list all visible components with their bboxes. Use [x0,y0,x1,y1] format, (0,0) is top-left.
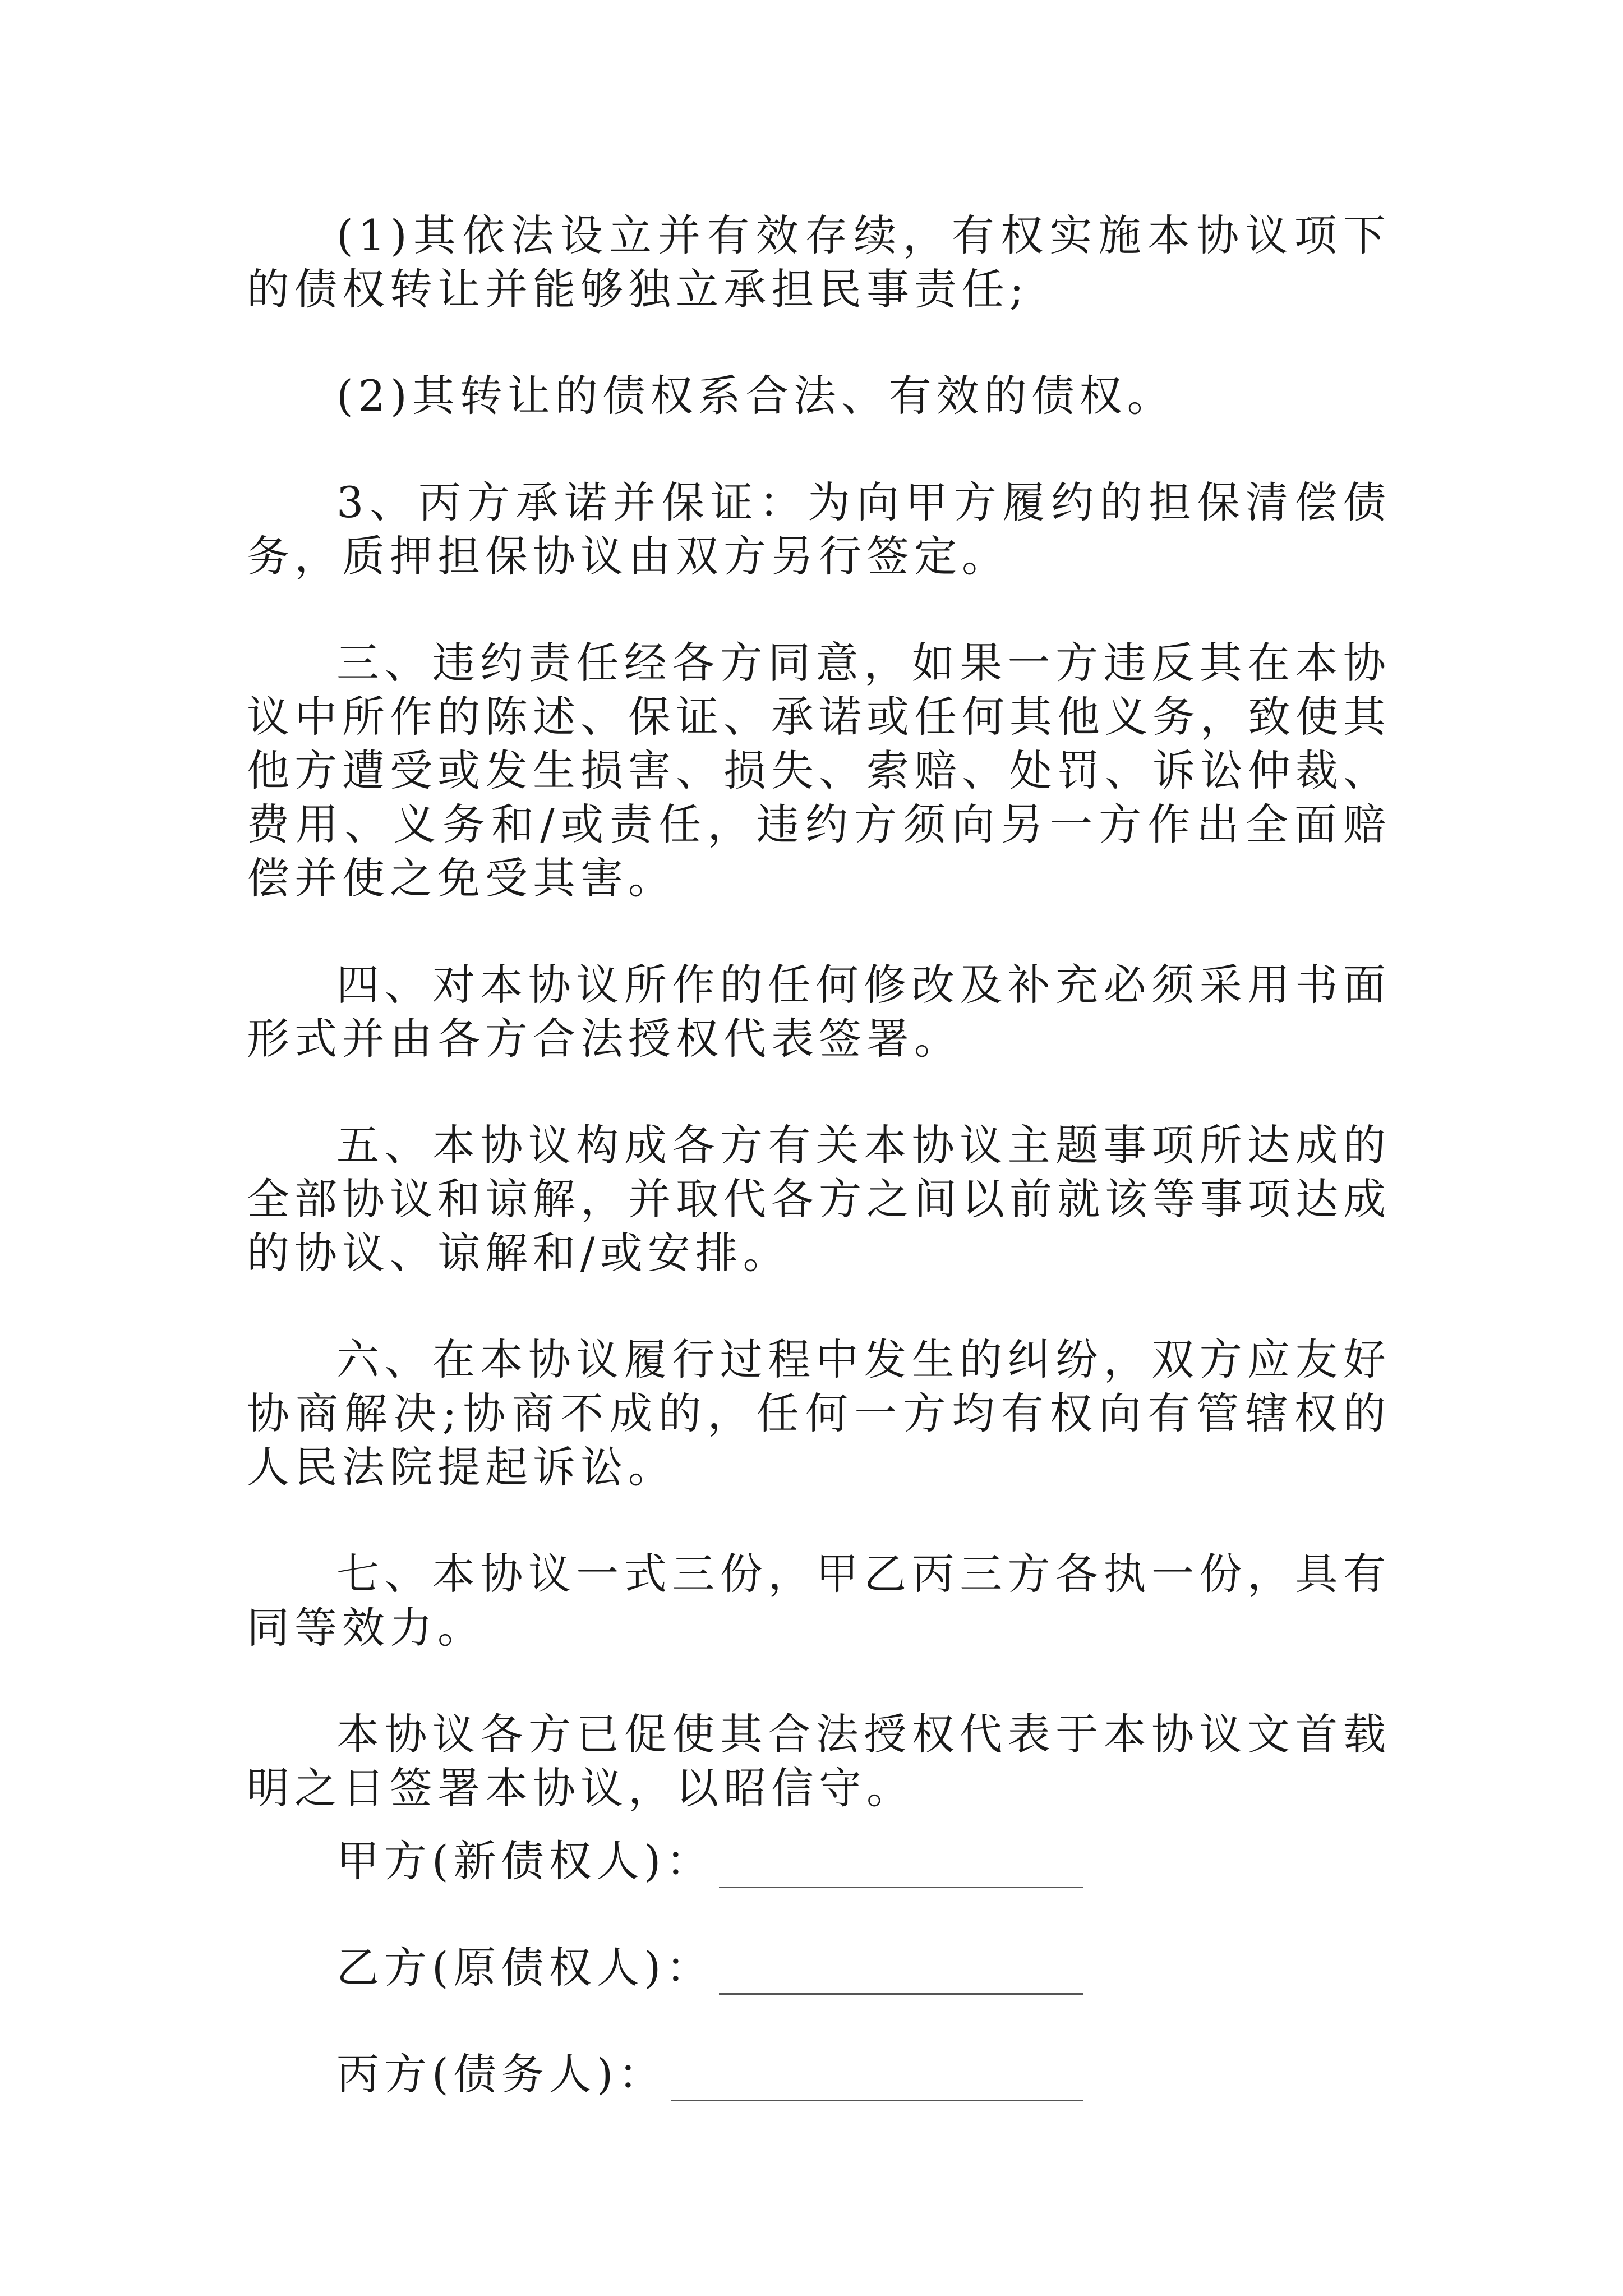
document-body [247,209,1391,1815]
clause-paragraph: 四、对本协议所作的任何修改及补充必须采用书面形式并由各方合法授权代表签署。 [247,960,1391,1064]
signature-label: 甲方(新债权人)： [336,1836,714,1886]
signature-label: 乙方(原债权人)： [336,1943,714,1993]
signature-line-party-a [336,1834,1122,1888]
signature-line-party-c [336,2047,1122,2101]
signature-blank[interactable] [719,1959,1083,1995]
clause-paragraph: (2)其转让的债权系合法、有效的债权。 [336,371,1175,421]
signature-label: 丙方(债务人)： [336,2049,666,2099]
signature-blank[interactable] [671,2066,1083,2101]
signature-block [336,1834,1122,2101]
clause-paragraph: (1)其依法设立并有效存续，有权实施本协议项下的债权转让并能够独立承担民事责任; [247,210,1391,314]
clause-paragraph: 3、丙方承诺并保证：为向甲方履约的担保清偿债务，质押担保协议由双方另行签定。 [247,477,1391,581]
clause-paragraph: 三、违约责任经各方同意，如果一方违反其在本协议中所作的陈述、保证、承诺或任何其他义务，致使其他方遭受或发生损害、损失、索赔、处罚、诉讼仲裁、费用、义务和/或责任，违约方须向另一方作出全面赔偿并使之免受其害。 [247,638,1391,903]
closing-paragraph: 本协议各方已促使其合法授权代表于本协议文首载明之日签署本协议，以昭信守。 [247,1709,1391,1813]
signature-line-party-b [336,1941,1122,1995]
signature-blank[interactable] [719,1853,1083,1888]
clause-paragraph: 五、本协议构成各方有关本协议主题事项所达成的全部协议和谅解，并取代各方之间以前就该等事项达成的协议、谅解和/或安排。 [247,1120,1391,1278]
clause-paragraph: 六、在本协议履行过程中发生的纠纷，双方应友好协商解决;协商不成的，任何一方均有权向有管辖权的人民法院提起诉讼。 [247,1335,1391,1492]
clause-paragraph: 七、本协议一式三份，甲乙丙三方各执一份，具有同等效力。 [247,1549,1391,1653]
